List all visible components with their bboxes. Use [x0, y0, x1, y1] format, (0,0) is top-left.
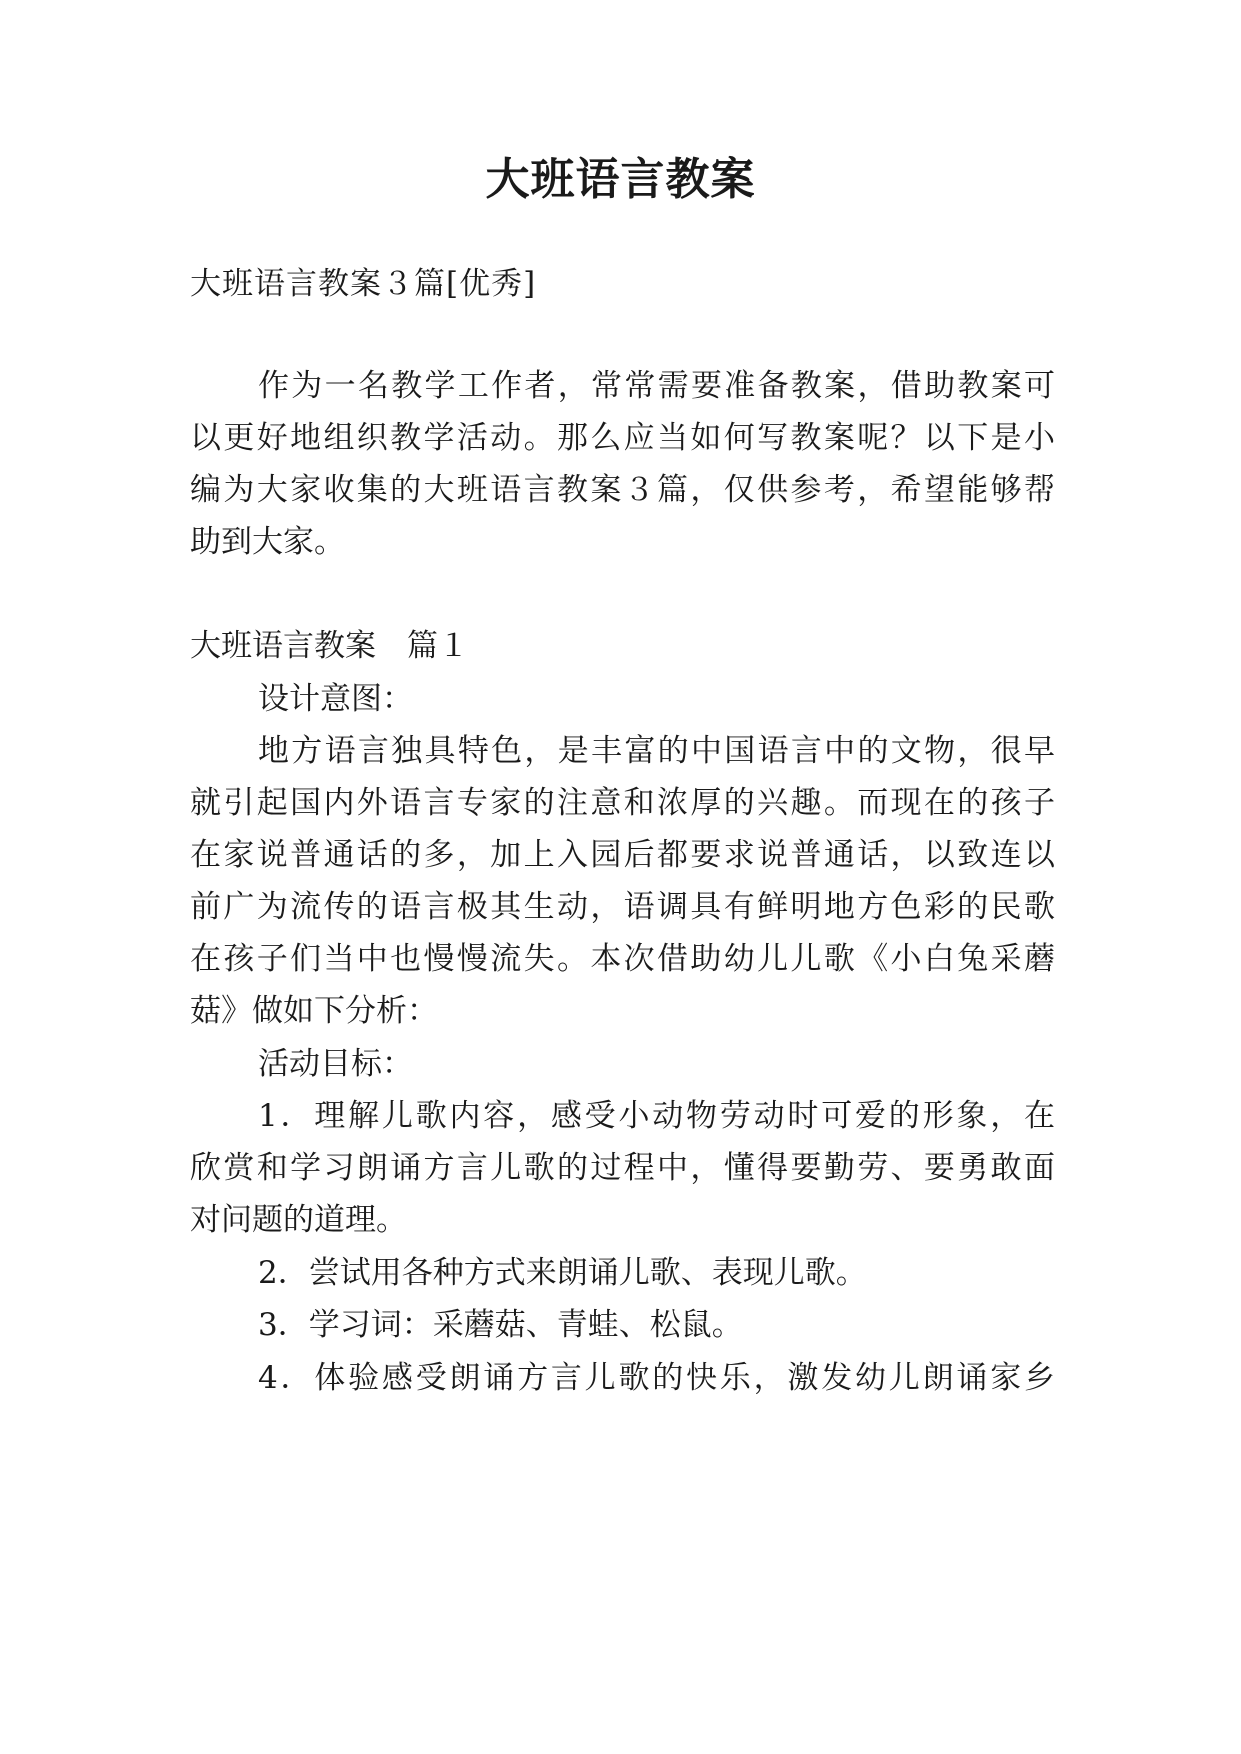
design-line-6: 菇》做如下分析： — [190, 993, 438, 1029]
intro-line-1: 作为一名教学工作者，常常需要准备教案，借助教案可 — [258, 368, 1055, 404]
intro-line-3: 编为大家收集的大班语言教案３篇，仅供参考，希望能够帮 — [190, 472, 1055, 508]
intro-line-2: 以更好地组织教学活动。那么应当如何写教案呢？以下是小 — [190, 420, 1055, 456]
design-line-4: 前广为流传的语言极其生动，语调具有鲜明地方色彩的民歌 — [190, 889, 1055, 925]
goal-1-line-3: 对问题的道理。 — [190, 1202, 407, 1238]
design-line-2: 就引起国内外语言专家的注意和浓厚的兴趣。而现在的孩子 — [190, 785, 1055, 821]
design-line-3: 在家说普通话的多，加上入园后都要求说普通话，以致连以 — [190, 837, 1055, 873]
design-line-1: 地方语言独具特色，是丰富的中国语言中的文物，很早 — [258, 733, 1055, 769]
goal-1-line-2: 欣赏和学习朗诵方言儿歌的过程中，懂得要勤劳、要勇敢面 — [190, 1150, 1055, 1186]
section-heading: 大班语言教案 篇１ — [190, 628, 469, 664]
design-label: 设计意图： — [258, 681, 413, 717]
goal-3: 3．学习词：采蘑菇、青蛙、松鼠。 — [258, 1307, 743, 1343]
goal-2: 2．尝试用各种方式来朗诵儿歌、表现儿歌。 — [258, 1255, 867, 1291]
goal-1-line-1: 1．理解儿歌内容，感受小动物劳动时可爱的形象，在 — [258, 1098, 1055, 1134]
document-subtitle: 大班语言教案３篇[优秀] — [190, 266, 537, 302]
intro-line-4: 助到大家。 — [190, 524, 345, 560]
design-line-5: 在孩子们当中也慢慢流失。本次借助幼儿儿歌《小白兔采蘑 — [190, 941, 1055, 977]
goal-4-line-1: 4．体验感受朗诵方言儿歌的快乐，激发幼儿朗诵家乡 — [258, 1360, 1055, 1396]
goals-label: 活动目标： — [258, 1046, 413, 1082]
document-title: 大班语言教案 — [485, 154, 756, 205]
